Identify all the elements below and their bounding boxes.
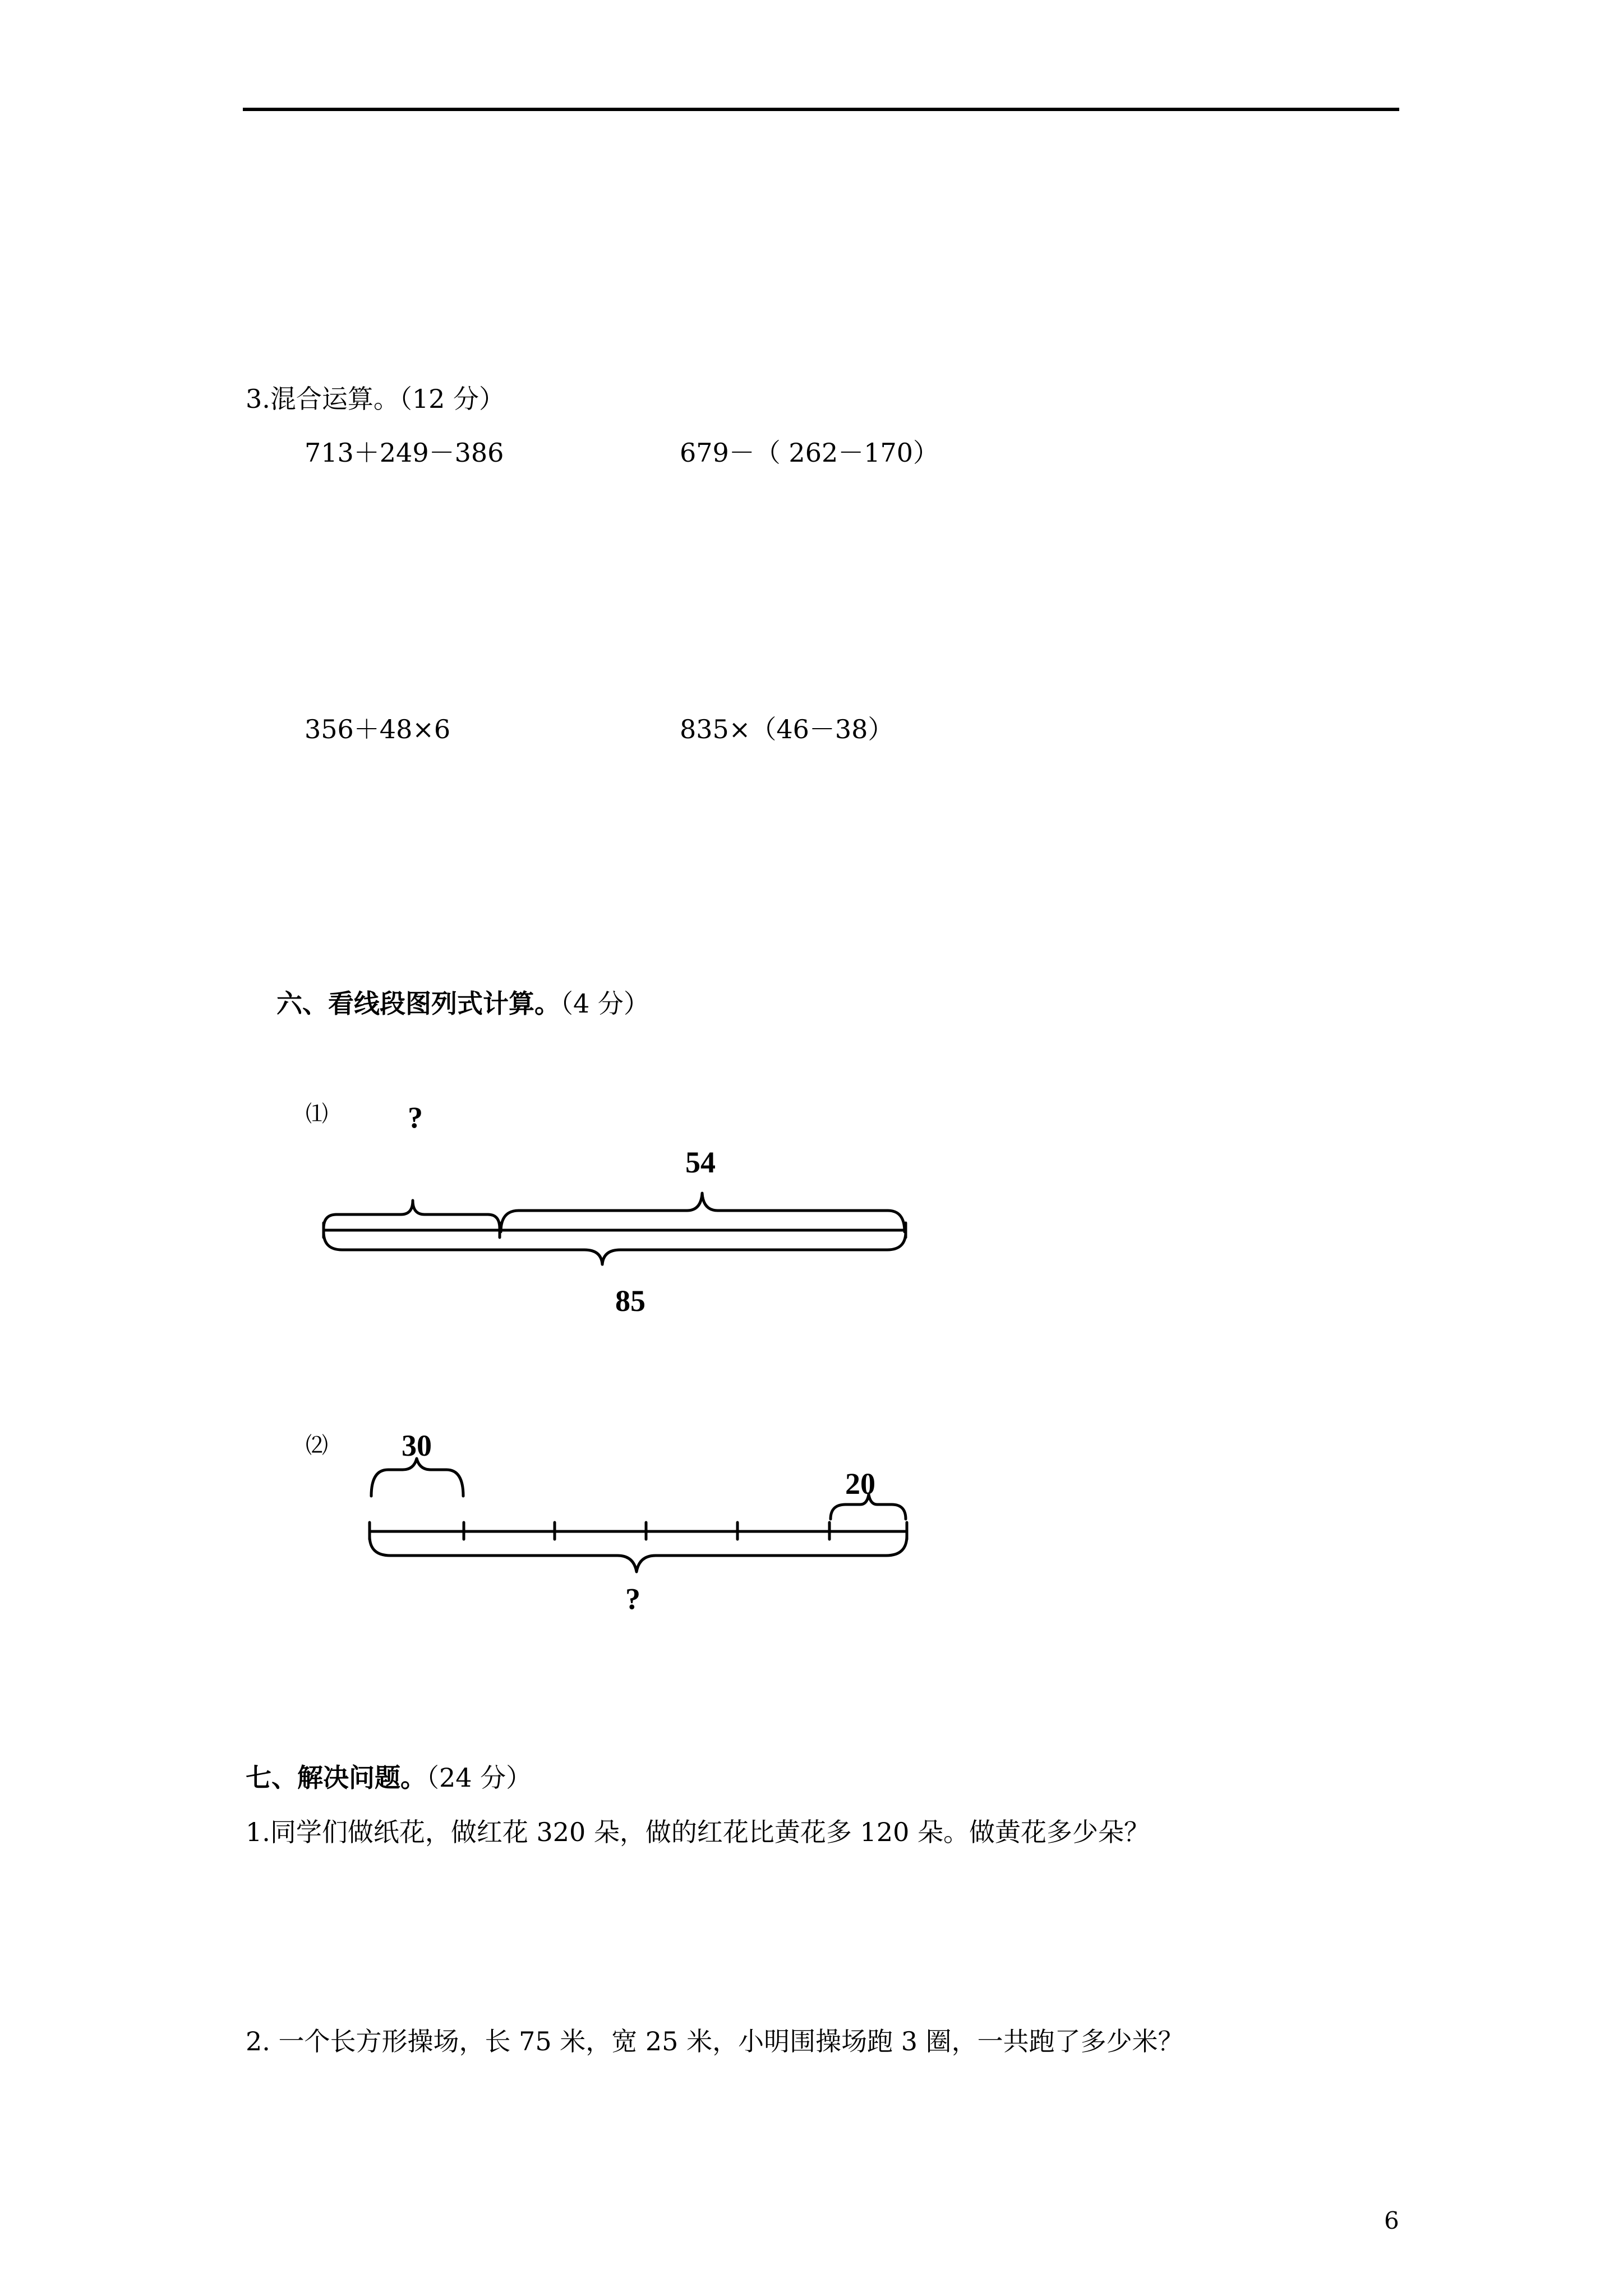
diagram2-last-label: 20 xyxy=(845,1467,875,1501)
diagram1-part-label: 54 xyxy=(685,1145,716,1179)
question-1: 1.同学们做纸花，做红花 320 朵，做的红花比黄花多 120 朵。做黄花多少朵？ xyxy=(246,1817,1150,1847)
diagram2-first-brace xyxy=(371,1458,463,1496)
page-number: 6 xyxy=(1384,2207,1399,2234)
diagram1-label: ⑴ xyxy=(306,1101,328,1126)
expression-4: 835×（46－38） xyxy=(680,714,894,744)
section3-title: 3.混合运算。（12 分） xyxy=(246,384,505,414)
section7-title-text: 七、解决问题。 xyxy=(246,1763,426,1793)
diagram1-total-brace xyxy=(324,1232,906,1264)
expression-1: 713＋249－386 xyxy=(305,438,504,468)
section6-title-text: 六、看线段图列式计算。 xyxy=(276,988,560,1019)
diagram2-label: ⑵ xyxy=(306,1433,328,1458)
diagram2-first-label: 30 xyxy=(402,1429,432,1462)
expression-2: 679－（ 262－170） xyxy=(680,438,939,468)
expression-3: 356＋48×6 xyxy=(305,714,451,744)
section6-score: （4 分） xyxy=(560,988,649,1019)
section7-score: （24 分） xyxy=(426,1763,532,1793)
section7-title xyxy=(246,1765,532,1791)
diagram1-question-brace xyxy=(324,1200,500,1228)
diagram2-total-label: ? xyxy=(625,1582,640,1616)
diagram1-question-label: ? xyxy=(408,1101,423,1134)
question-2: 2. 一个长方形操场，长 75 米，宽 25 米，小明围操场跑 3 圈，一共跑了多少米？ xyxy=(246,2026,1184,2056)
diagram2-total-brace xyxy=(370,1536,907,1572)
diagram1-total-label: 85 xyxy=(615,1284,645,1318)
diagram1-part-brace xyxy=(501,1193,905,1232)
